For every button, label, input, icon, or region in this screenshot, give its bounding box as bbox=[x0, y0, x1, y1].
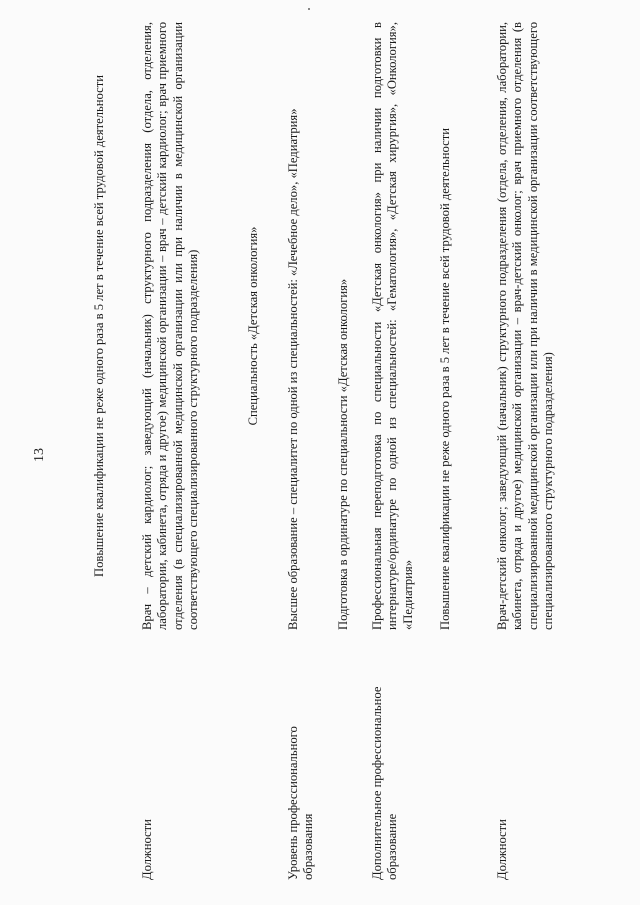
retraining-text: Профессиональная переподготовка по специальности «Детская онкология» при наличии подготовки в интернатуре/ординатуре по одной из специальностей: «Гематология», «Детская хирургия», «Онкология», «Педиатрия» bbox=[370, 22, 415, 630]
label-additional-education: Дополнительное профессиональное образование bbox=[370, 686, 400, 880]
label-positions-1: Должности bbox=[140, 819, 154, 880]
cont-qualification-text: Повышение квалификации не реже одного раза в 5 лет в течение всей трудовой деятельности bbox=[92, 75, 106, 577]
label-education-level: Уровень профессионального образования bbox=[286, 726, 316, 880]
positions-1-text: Врач – детский кардиолог; заведующий (начальник) структурного подразделения (отдела, отделения, лаборатории, кабинета, отряда и другое) медицинской организации – врач – детский кардиолог; врач приемного отделения (в специализированной медицинской организации или при наличии в медицинской организации соответствующего специализированного структурного подразделения) bbox=[140, 22, 200, 630]
education-level-text: Высшее образование – специалитет по одной из специальностей: «Лечебное дело», «Педиатрия» bbox=[286, 108, 300, 630]
label-positions-2: Должности bbox=[495, 819, 509, 880]
page-number: 13 bbox=[32, 448, 47, 462]
specialty-heading: Специальность «Детская онкология» bbox=[246, 226, 260, 426]
positions-2-text: Врач-детский онколог; заведующий (начальник) структурного подразделения (отдела, отделения, лаборатории, кабинета, отряда и другое) медицинской организации – врач-детский онколог; врач приемного отделения (в специализированной медицинской организации или при наличии в медицинской организации соответствующего специализированного структурного подразделения) bbox=[495, 22, 555, 630]
qualification-text: Повышение квалификации не реже одного раза в 5 лет в течение всей трудовой деятельности bbox=[438, 128, 452, 630]
residency-text: Подготовка в ординатуре по специальности «Детская онкология» bbox=[336, 278, 350, 630]
